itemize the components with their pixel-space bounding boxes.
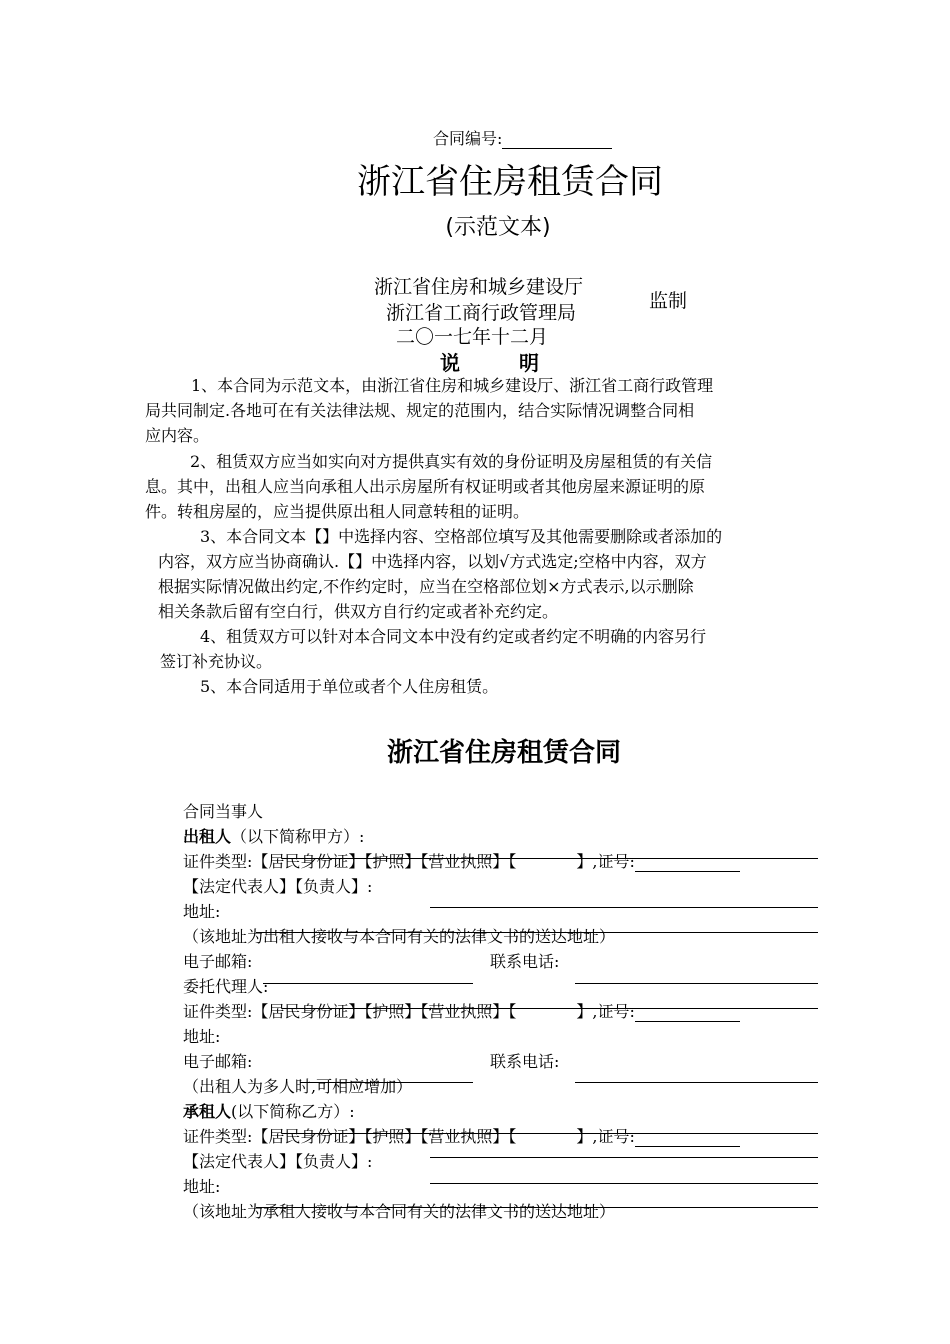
text-line: 3、本合同文本【】中选择内容、空格部位填写及其他需要删除或者添加的	[200, 527, 723, 546]
agent-id-type	[183, 999, 740, 1022]
document-title: 浙江省住房租赁合同	[357, 162, 663, 202]
agent-email-label: 电子邮箱:	[183, 1052, 253, 1071]
strike-line	[256, 1207, 818, 1208]
lessor-address-label: 地址:	[183, 902, 221, 921]
contract-number-blank[interactable]	[502, 132, 612, 149]
strike-line	[300, 1082, 473, 1083]
lessor-id-type	[183, 849, 740, 872]
multi-lessor-note: （出租人为多人时,可相应增加）	[183, 1077, 413, 1096]
text-line: 息。其中，出租人应当向承租人出示房屋所有权证明或者其他房屋来源证明的原	[145, 477, 706, 496]
lessor-address-blank[interactable]	[430, 907, 818, 908]
lessor-heading-suffix: （以下简称甲方）:	[231, 827, 365, 846]
text-line: 件。转租房屋的，应当提供原出租人同意转租的证明。	[145, 502, 530, 521]
text-line: 相关条款后留有空白行，供双方自行约定或者补充约定。	[158, 602, 559, 621]
lessee-legal-rep[interactable]: 【法定代表人】【负责人】:	[183, 1152, 373, 1171]
strike-line	[282, 858, 818, 859]
lessee-id-type	[183, 1124, 740, 1147]
id-number-label: 】,证号:	[576, 1127, 635, 1146]
explanation-item-4	[160, 624, 706, 674]
lessor-heading	[183, 824, 364, 847]
explanation-item-1	[145, 373, 713, 448]
lessee-address-label: 地址:	[183, 1177, 221, 1196]
explanation-item-3	[158, 524, 722, 624]
lessor-heading-label: 出租人	[183, 827, 232, 846]
parties-label: 合同当事人	[183, 802, 264, 821]
lessor-email-label: 电子邮箱:	[183, 952, 253, 971]
id-number-label: 】,证号:	[576, 1002, 635, 1021]
agent-address-label: 地址:	[183, 1027, 221, 1046]
issuer-org-1: 浙江省住房和城乡建设厅	[374, 276, 584, 298]
text-line: 签订补充协议。	[160, 652, 273, 671]
lessee-legal-rep-blank[interactable]	[430, 1157, 818, 1158]
explanation-item-5	[200, 674, 498, 699]
id-number-label: 】,证号:	[576, 852, 635, 871]
text-line: 4、租赁双方可以针对本合同文本中没有约定或者约定不明确的内容另行	[200, 627, 707, 646]
strike-line	[256, 932, 818, 933]
lessor-agent-blank[interactable]	[263, 983, 473, 984]
strike-line	[282, 1133, 818, 1134]
id-type-label[interactable]: 证件类型:【居民身份证】【护照】【营业执照】【	[183, 1127, 517, 1146]
text-line: 局共同制定.各地可在有关法律法规、规定的范围内，结合实际情况调整合同相	[145, 401, 695, 420]
text-line: 1、本合同为示范文本，由浙江省住房和城乡建设厅、浙江省工商行政管理	[191, 376, 714, 395]
contract-title: 浙江省住房租赁合同	[386, 738, 621, 768]
contract-number	[433, 126, 612, 149]
lessee-heading-label: 承租人	[183, 1102, 232, 1121]
agent-phone-blank[interactable]	[575, 1082, 818, 1083]
text-line: 应内容。	[145, 426, 210, 445]
lessee-address-note: （该地址为承租人接收与本合同有关的法律文书的送达地址）	[183, 1202, 616, 1221]
lessor-agent-label: 委托代理人:	[183, 977, 269, 996]
text-line: 内容，双方应当协商确认.【】中选择内容，以划√方式选定;空格中内容，双方	[158, 552, 707, 571]
explanation-title: 说 明	[440, 351, 565, 375]
agent-phone-label: 联系电话:	[490, 1052, 560, 1071]
lessor-legal-rep[interactable]: 【法定代表人】【负责人】:	[183, 877, 373, 896]
lessee-address-blank[interactable]	[430, 1183, 818, 1184]
id-type-label[interactable]: 证件类型:【居民身份证】【护照】【营业执照】【	[183, 852, 517, 871]
issuer-org-2: 浙江省工商行政管理局	[386, 302, 577, 324]
text-line: 5、本合同适用于单位或者个人住房租赁。	[200, 677, 499, 696]
contract-number-label: 合同编号:	[433, 129, 503, 148]
issue-date: 二〇一七年十二月	[396, 326, 549, 348]
explanation-item-2	[145, 449, 712, 524]
lessor-address-note: （该地址为出租人接收与本合同有关的法律文书的送达地址）	[183, 927, 616, 946]
id-type-label[interactable]: 证件类型:【居民身份证】【护照】【营业执照】【	[183, 1002, 517, 1021]
text-line: 2、租赁双方应当如实向对方提供真实有效的身份证明及房屋租赁的有关信	[190, 452, 713, 471]
issuer-supervise: 监制	[649, 290, 688, 312]
text-line: 根据实际情况做出约定,不作约定时，应当在空格部位划×方式表示,以示删除	[158, 577, 694, 596]
lessee-heading	[183, 1099, 355, 1122]
lessee-heading-suffix: (以下简称乙方）:	[231, 1102, 355, 1121]
lessor-phone-blank[interactable]	[575, 983, 818, 984]
strike-line	[282, 1008, 818, 1009]
lessor-phone-label: 联系电话:	[490, 952, 560, 971]
document-subtitle: (示范文本)	[445, 215, 551, 240]
